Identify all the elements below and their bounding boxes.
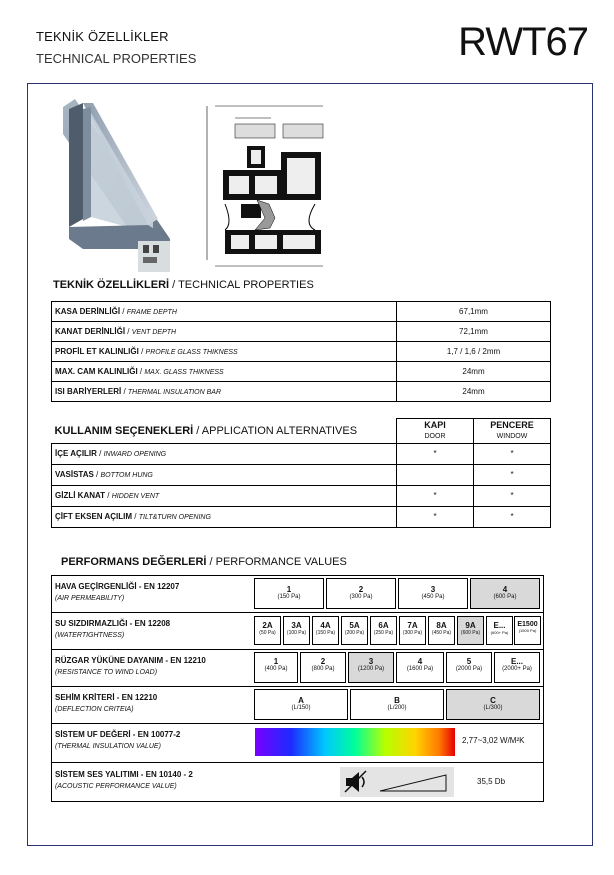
- label-en: (THERMAL INSULATION VALUE): [55, 743, 161, 750]
- tech-row-value: 24mm: [397, 362, 551, 382]
- label-tr: İÇE AÇILIR: [55, 449, 97, 458]
- acoustic-value: 35,5 Db: [477, 777, 506, 786]
- thermal-spectrum: [255, 728, 455, 756]
- class-label: 9A: [465, 621, 476, 630]
- class-pressure: (400 Pa): [264, 666, 288, 672]
- label-tr: MAX. CAM KALINLIĞI: [55, 367, 138, 376]
- class-box: [312, 616, 339, 645]
- perf-row-acoustic: [52, 763, 543, 801]
- perf-title-en: / PERFORMANCE VALUES: [206, 556, 347, 568]
- class-pressure: (2000+ Pa): [502, 666, 532, 672]
- tech-title-en: / TECHNICAL PROPERTIES: [169, 279, 314, 291]
- window-header: [474, 419, 551, 444]
- class-label: 7A: [407, 621, 418, 630]
- class-box: [341, 616, 368, 645]
- class-box: [428, 616, 455, 645]
- perf-row-thermal: [52, 724, 543, 763]
- class-pressure: (250 Pa): [373, 630, 394, 636]
- window-cell: *: [474, 443, 551, 464]
- class-label: 4: [502, 585, 508, 594]
- label-en: BOTTOM HUNG: [100, 472, 153, 479]
- label-en: (RESISTANCE TO WIND LOAD): [55, 669, 158, 676]
- door-cell: *: [397, 506, 474, 527]
- tech-row-label: KANAT DERİNLİĞİ / VENT DEPTH: [52, 322, 397, 342]
- table-row: [52, 485, 551, 506]
- label-tr: VASİSTAS: [55, 470, 94, 479]
- label-en: (DEFLECTION CRITEIA): [55, 706, 134, 713]
- class-box: [254, 689, 348, 720]
- label-tr: SİSTEM SES YALITIMI - EN 10140 - 2: [55, 770, 193, 779]
- class-label: 2A: [262, 621, 273, 630]
- class-pressure: (450 Pa): [421, 594, 445, 600]
- class-box-selected: [470, 578, 540, 609]
- usage-title-tr: KULLANIM SEÇENEKLERİ: [54, 424, 194, 437]
- speaker-mute-icon: [340, 767, 454, 797]
- label-en: VENT DEPTH: [131, 329, 177, 336]
- class-pressure: (100 Pa): [286, 630, 307, 636]
- class-pressure: (600 Pa): [493, 594, 517, 600]
- label-en: TILT&TURN OPENING: [138, 514, 211, 521]
- class-pressure: (50 Pa): [259, 630, 276, 636]
- class-pressure: (600+ Pa): [490, 630, 509, 635]
- perf-row-deflection: [52, 687, 543, 724]
- class-label: 4A: [320, 621, 331, 630]
- usage-row-label: ÇİFT EKSEN AÇILIM / TILT&TURN OPENING: [52, 506, 397, 527]
- tech-title-tr: TEKNİK ÖZELLİKLERİ: [53, 279, 170, 291]
- usage-row-label: GİZLİ KANAT / HIDDEN VENT: [52, 485, 397, 506]
- label-tr: HAVA GEÇİRGENLİĞİ - EN 12207: [55, 582, 180, 591]
- class-box: [254, 578, 324, 609]
- label-tr: PROFİL ET KALINLIĞI: [55, 347, 139, 356]
- usage-row-label: VASİSTAS / BOTTOM HUNG: [52, 464, 397, 485]
- table-row: [52, 302, 551, 322]
- tech-row-value: 72,1mm: [397, 322, 551, 342]
- perf-label: [55, 729, 180, 752]
- class-label: 8A: [436, 621, 447, 630]
- class-box: [254, 652, 298, 683]
- tech-table: [51, 301, 551, 402]
- class-box: [398, 578, 468, 609]
- label-en: (WATERTIGHTNESS): [55, 632, 125, 639]
- header-title-tr: TEKNİK ÖZELLİKLER: [36, 29, 169, 44]
- class-pressure: (2000 Pa): [455, 666, 483, 672]
- class-pressure: (L/200): [387, 705, 407, 711]
- class-label: E1500: [517, 621, 538, 628]
- class-box: [399, 616, 426, 645]
- usage-row-label: İÇE AÇILIR / INWARD OPENING: [52, 443, 397, 464]
- door-header-tr: KAPI: [424, 419, 446, 430]
- table-row: [52, 342, 551, 362]
- tech-title: [53, 279, 314, 291]
- class-label: 1: [286, 585, 292, 594]
- class-pressure: (150 Pa): [277, 594, 301, 600]
- class-box: [326, 578, 396, 609]
- window-cell: *: [474, 485, 551, 506]
- label-tr: SİSTEM UF DEĞERİ - EN 10077-2: [55, 730, 181, 739]
- class-pressure: (300 Pa): [349, 594, 373, 600]
- perf-label: [55, 618, 170, 641]
- class-label: 2: [358, 585, 364, 594]
- class-label: 6A: [378, 621, 389, 630]
- label-en: (AIR PERMEABILITY): [55, 595, 125, 602]
- class-box: [370, 616, 397, 645]
- table-row: [52, 382, 551, 402]
- tech-row-label: PROFİL ET KALINLIĞI / PROFILE GLASS THIKNESS: [52, 342, 397, 362]
- class-label: B: [394, 696, 400, 705]
- window-cell: *: [474, 464, 551, 485]
- class-box: [396, 652, 444, 683]
- perf-label: [55, 769, 193, 792]
- label-tr: ÇİFT EKSEN AÇILIM: [55, 512, 133, 521]
- class-pressure: (300 Pa): [402, 630, 423, 636]
- class-label: 1: [273, 657, 279, 666]
- label-en: (ACOUSTIC PERFORMANCE VALUE): [55, 783, 177, 790]
- window-cell: *: [474, 506, 551, 527]
- class-label: E...: [493, 621, 506, 630]
- profile-photo: [63, 99, 170, 272]
- table-row: [52, 419, 551, 444]
- perf-title-tr: PERFORMANS DEĞERLERİ: [61, 556, 207, 568]
- class-pressure: (1600 Pa): [406, 666, 434, 672]
- class-label: A: [298, 696, 304, 705]
- perf-title: [61, 556, 347, 568]
- perf-row-wind: [52, 650, 543, 687]
- label-en: MAX. GLASS THIKNESS: [144, 369, 224, 376]
- label-en: THERMAL INSULATION BAR: [127, 389, 221, 396]
- class-label: 5: [466, 657, 472, 666]
- class-label: E...: [510, 657, 523, 666]
- header-title-en: TECHNICAL PROPERTIES: [36, 51, 197, 66]
- label-en: HIDDEN VENT: [111, 493, 160, 500]
- tech-row-label: MAX. CAM KALINLIĞI / MAX. GLASS THIKNESS: [52, 362, 397, 382]
- label-tr: KANAT DERİNLİĞİ: [55, 327, 126, 336]
- class-label: C: [490, 696, 496, 705]
- perf-row-water: [52, 613, 543, 650]
- label-en: PROFILE GLASS THIKNESS: [145, 349, 238, 356]
- class-box: [254, 616, 281, 645]
- class-label: 4: [417, 657, 423, 666]
- table-row: [52, 322, 551, 342]
- table-row: [52, 506, 551, 527]
- class-pressure: (800 Pa): [311, 666, 335, 672]
- class-pressure: (150 Pa): [315, 630, 336, 636]
- perf-row-air: [52, 576, 543, 613]
- class-label: 3A: [291, 621, 302, 630]
- class-box: [350, 689, 444, 720]
- class-pressure: (L/300): [483, 705, 503, 711]
- tech-row-label: ISI BARİYERLERİ / THERMAL INSULATION BAR: [52, 382, 397, 402]
- tech-row-value: 67,1mm: [397, 302, 551, 322]
- door-cell: *: [397, 485, 474, 506]
- table-row: [52, 362, 551, 382]
- table-row: [52, 443, 551, 464]
- class-label: 3: [430, 585, 436, 594]
- class-box-selected: [348, 652, 394, 683]
- label-tr: SU SIZDIRMAZLIĞI - EN 12208: [55, 619, 171, 628]
- tech-row-value: 24mm: [397, 382, 551, 402]
- tech-row-label: KASA DERİNLİĞİ / FRAME DEPTH: [52, 302, 397, 322]
- perf-table: [51, 575, 544, 802]
- class-box: [283, 616, 310, 645]
- class-label: 5A: [349, 621, 360, 630]
- class-pressure: (450 Pa): [431, 630, 452, 636]
- perf-label: [55, 655, 206, 678]
- class-box-selected: [457, 616, 484, 645]
- class-pressure: (L/150): [291, 705, 311, 711]
- label-tr: SEHİM KRİTERİ - EN 12210: [55, 693, 158, 702]
- label-tr: RÜZGAR YÜKÜNE DAYANIM - EN 12210: [55, 656, 206, 665]
- label-tr: GİZLİ KANAT: [55, 491, 106, 500]
- label-tr: ISI BARİYERLERİ: [55, 387, 122, 396]
- door-cell: *: [397, 443, 474, 464]
- class-pressure: (600 Pa): [460, 630, 481, 636]
- usage-title-en: / APPLICATION ALTERNATIVES: [193, 424, 358, 437]
- window-header-en: WINDOW: [496, 432, 528, 440]
- model-name: RWT67: [458, 20, 588, 64]
- class-box: [514, 616, 541, 645]
- perf-label: [55, 692, 157, 715]
- perf-label: [55, 581, 179, 604]
- class-box: [486, 616, 513, 645]
- usage-title: [52, 419, 397, 444]
- door-cell: [397, 464, 474, 485]
- class-box: [300, 652, 346, 683]
- tech-row-value: 1,7 / 1,6 / 2mm: [397, 342, 551, 362]
- class-pressure: (1200 Pa): [357, 666, 385, 672]
- class-box: [446, 652, 492, 683]
- thermal-value: 2,77~3,02 W/M²K: [462, 736, 525, 745]
- label-tr: KASA DERİNLİĞİ: [55, 307, 121, 316]
- class-label: 2: [320, 657, 326, 666]
- class-box: [494, 652, 540, 683]
- class-pressure: (1500 Pa): [518, 628, 537, 633]
- door-header-en: DOOR: [424, 432, 446, 440]
- class-box-selected: [446, 689, 540, 720]
- label-en: INWARD OPENING: [103, 451, 167, 458]
- usage-table: [51, 418, 551, 528]
- class-label: 3: [368, 657, 374, 666]
- label-en: FRAME DEPTH: [126, 309, 177, 316]
- profile-cross-section: [195, 100, 345, 272]
- window-header-tr: PENCERE: [490, 419, 534, 430]
- table-row: [52, 464, 551, 485]
- class-pressure: (200 Pa): [344, 630, 365, 636]
- door-header: [397, 419, 474, 444]
